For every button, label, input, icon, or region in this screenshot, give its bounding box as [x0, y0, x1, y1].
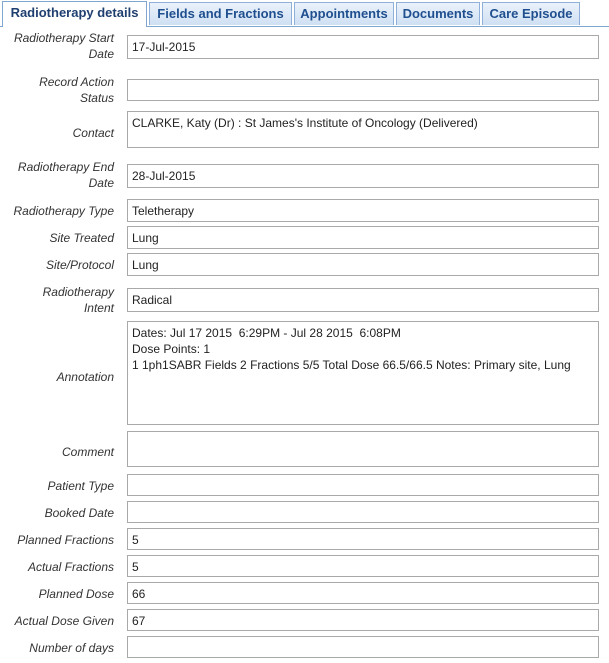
- number-of-days-label: Number of days: [29, 641, 114, 655]
- planned-fractions-field[interactable]: 5: [127, 528, 599, 550]
- actual-fractions-label: Actual Fractions: [27, 560, 114, 574]
- site-protocol-label: Site/Protocol: [45, 258, 114, 272]
- site-treated-label: Site Treated: [49, 231, 114, 245]
- planned-dose-label: Planned Dose: [38, 587, 114, 601]
- tab-care-episode[interactable]: Care Episode: [482, 2, 580, 25]
- tab-appointments[interactable]: Appointments: [294, 2, 394, 25]
- start-date-field[interactable]: 17-Jul-2015: [127, 35, 599, 59]
- comment-label: Comment: [61, 445, 114, 459]
- actual-dose-given-label: Actual Dose Given: [14, 614, 114, 628]
- annotation-field[interactable]: Dates: Jul 17 2015 6:29PM - Jul 28 2015 6:08PM Dose Points: 1 1 1ph1SABR Fields 2 Fractions 5/5 Total Dose 66.5/66.5 Notes: Primary site, Lung: [127, 321, 599, 425]
- tab-documents[interactable]: Documents: [396, 2, 480, 25]
- actual-fractions-field[interactable]: 5: [127, 555, 599, 577]
- site-protocol-field[interactable]: Lung: [127, 253, 599, 276]
- actual-dose-given-field[interactable]: 67: [127, 609, 599, 631]
- number-of-days-field[interactable]: [127, 636, 599, 658]
- end-date-field[interactable]: 28-Jul-2015: [127, 164, 599, 188]
- planned-dose-field[interactable]: 66: [127, 582, 599, 604]
- patient-type-field[interactable]: [127, 474, 599, 496]
- planned-fractions-label: Planned Fractions: [17, 533, 114, 547]
- comment-field[interactable]: [127, 431, 599, 467]
- booked-date-label: Booked Date: [44, 506, 114, 520]
- record-action-status-label: Record Action Status: [39, 75, 114, 105]
- radiotherapy-type-field[interactable]: Teletherapy: [127, 199, 599, 222]
- start-date-label: Radiotherapy Start Date: [13, 31, 114, 61]
- tab-bar: [0, 0, 609, 27]
- radiotherapy-intent-label: Radiotherapy Intent: [42, 285, 114, 315]
- contact-field[interactable]: CLARKE, Katy (Dr) : St James's Institute of Oncology (Delivered): [127, 111, 599, 148]
- record-action-status-field[interactable]: [127, 79, 599, 101]
- radiotherapy-intent-field[interactable]: Radical: [127, 288, 599, 312]
- booked-date-field[interactable]: [127, 501, 599, 523]
- end-date-label: Radiotherapy End Date: [17, 160, 114, 190]
- site-treated-field[interactable]: Lung: [127, 226, 599, 249]
- tab-radiotherapy-details[interactable]: Radiotherapy details: [2, 1, 147, 27]
- patient-type-label: Patient Type: [47, 479, 114, 493]
- annotation-label: Annotation: [56, 370, 114, 384]
- tab-fields-and-fractions[interactable]: Fields and Fractions: [149, 2, 292, 25]
- contact-label: Contact: [72, 126, 114, 140]
- radiotherapy-type-label: Radiotherapy Type: [13, 204, 114, 218]
